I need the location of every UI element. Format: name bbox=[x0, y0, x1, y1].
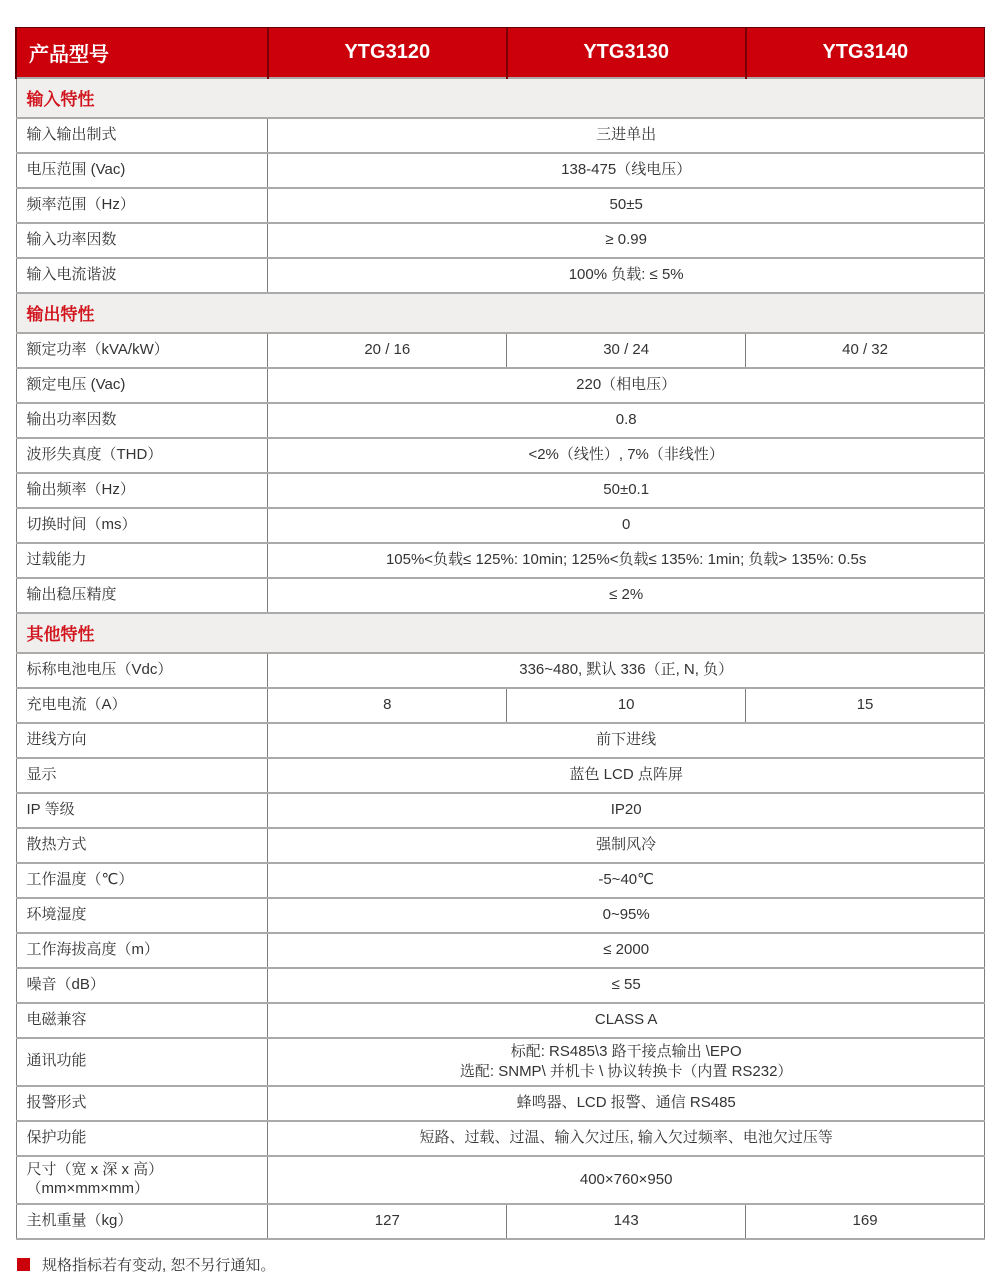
spec-row bbox=[16, 543, 985, 578]
spec-value: 220（相电压） bbox=[268, 368, 985, 403]
spec-value: 20 / 16 bbox=[268, 333, 507, 368]
spec-label: 波形失真度（THD） bbox=[16, 438, 268, 473]
product-spec-table bbox=[15, 27, 985, 1240]
section-header-row bbox=[16, 78, 985, 118]
spec-value: 前下进线 bbox=[268, 723, 985, 758]
spec-row bbox=[16, 473, 985, 508]
header-model-ytg3140: YTG3140 bbox=[746, 28, 985, 78]
section-title: 输出特性 bbox=[16, 293, 985, 333]
spec-value: 105%<负载≤ 125%: 10min; 125%<负载≤ 135%: 1min; 负载> 135%: 0.5s bbox=[268, 543, 985, 578]
spec-row bbox=[16, 688, 985, 723]
spec-row bbox=[16, 723, 985, 758]
spec-row bbox=[16, 333, 985, 368]
spec-value: IP20 bbox=[268, 793, 985, 828]
spec-label: 输入电流谐波 bbox=[16, 258, 268, 293]
spec-value: 三进单出 bbox=[268, 118, 985, 153]
spec-row bbox=[16, 1038, 985, 1087]
spec-value: 40 / 32 bbox=[746, 333, 985, 368]
model-header-row bbox=[16, 28, 985, 78]
spec-label: 输出稳压精度 bbox=[16, 578, 268, 613]
section-header-row bbox=[16, 613, 985, 653]
footer-note-text: 规格指标若有变动, 恕不另行通知。 bbox=[42, 1257, 276, 1274]
spec-label: 额定功率（kVA/kW） bbox=[16, 333, 268, 368]
spec-value: ≤ 2% bbox=[268, 578, 985, 613]
red-square-icon bbox=[17, 1258, 30, 1271]
spec-value: 143 bbox=[507, 1204, 746, 1239]
spec-row bbox=[16, 508, 985, 543]
spec-row bbox=[16, 578, 985, 613]
spec-value: 15 bbox=[746, 688, 985, 723]
spec-value: 30 / 24 bbox=[507, 333, 746, 368]
spec-label: 进线方向 bbox=[16, 723, 268, 758]
spec-value: 0 bbox=[268, 508, 985, 543]
spec-row bbox=[16, 653, 985, 688]
spec-label: 过载能力 bbox=[16, 543, 268, 578]
spec-value: 蓝色 LCD 点阵屏 bbox=[268, 758, 985, 793]
spec-label: 充电电流（A） bbox=[16, 688, 268, 723]
spec-value: <2%（线性）, 7%（非线性） bbox=[268, 438, 985, 473]
section-title: 输入特性 bbox=[16, 78, 985, 118]
spec-label: 噪音（dB） bbox=[16, 968, 268, 1003]
header-model-ytg3120: YTG3120 bbox=[268, 28, 507, 78]
spec-label: 输入功率因数 bbox=[16, 223, 268, 258]
spec-row bbox=[16, 1121, 985, 1156]
spec-value: 强制风冷 bbox=[268, 828, 985, 863]
spec-label: IP 等级 bbox=[16, 793, 268, 828]
spec-label: 标称电池电压（Vdc） bbox=[16, 653, 268, 688]
spec-row bbox=[16, 1156, 985, 1204]
spec-row bbox=[16, 438, 985, 473]
spec-row bbox=[16, 968, 985, 1003]
spec-value: 127 bbox=[268, 1204, 507, 1239]
spec-row bbox=[16, 758, 985, 793]
spec-label: 切换时间（ms） bbox=[16, 508, 268, 543]
spec-label: 电压范围 (Vac) bbox=[16, 153, 268, 188]
footer-note bbox=[15, 1254, 985, 1275]
spec-value: 138-475（线电压） bbox=[268, 153, 985, 188]
spec-value: 10 bbox=[507, 688, 746, 723]
spec-label: 频率范围（Hz） bbox=[16, 188, 268, 223]
spec-value: 169 bbox=[746, 1204, 985, 1239]
spec-row bbox=[16, 1003, 985, 1038]
spec-label: 电磁兼容 bbox=[16, 1003, 268, 1038]
spec-label: 输出功率因数 bbox=[16, 403, 268, 438]
spec-value: 50±5 bbox=[268, 188, 985, 223]
spec-label: 保护功能 bbox=[16, 1121, 268, 1156]
spec-value: 短路、过载、过温、输入欠过压, 输入欠过频率、电池欠过压等 bbox=[268, 1121, 985, 1156]
spec-row bbox=[16, 898, 985, 933]
spec-row bbox=[16, 223, 985, 258]
spec-row bbox=[16, 863, 985, 898]
spec-row bbox=[16, 1204, 985, 1239]
spec-label: 显示 bbox=[16, 758, 268, 793]
section-title: 其他特性 bbox=[16, 613, 985, 653]
spec-value: 0~95% bbox=[268, 898, 985, 933]
spec-value: 336~480, 默认 336（正, N, 负） bbox=[268, 653, 985, 688]
spec-label: 主机重量（kg） bbox=[16, 1204, 268, 1239]
spec-row bbox=[16, 828, 985, 863]
spec-value: ≤ 2000 bbox=[268, 933, 985, 968]
spec-value: 100% 负载: ≤ 5% bbox=[268, 258, 985, 293]
spec-value: 400×760×950 bbox=[268, 1156, 985, 1204]
spec-label: 散热方式 bbox=[16, 828, 268, 863]
spec-row bbox=[16, 118, 985, 153]
header-model-ytg3130: YTG3130 bbox=[507, 28, 746, 78]
spec-value: ≥ 0.99 bbox=[268, 223, 985, 258]
spec-label: 尺寸（宽 x 深 x 高） （mm×mm×mm） bbox=[16, 1156, 268, 1204]
spec-label: 通讯功能 bbox=[16, 1038, 268, 1087]
spec-row bbox=[16, 368, 985, 403]
spec-row bbox=[16, 933, 985, 968]
spec-label: 输入输出制式 bbox=[16, 118, 268, 153]
spec-table-body bbox=[16, 78, 985, 1240]
spec-label: 输出频率（Hz） bbox=[16, 473, 268, 508]
spec-value: -5~40℃ bbox=[268, 863, 985, 898]
spec-row bbox=[16, 1086, 985, 1121]
spec-label: 工作海拔高度（m） bbox=[16, 933, 268, 968]
spec-label: 报警形式 bbox=[16, 1086, 268, 1121]
spec-value: 标配: RS485\3 路干接点输出 \EPO 选配: SNMP\ 并机卡 \ 协议转换卡（内置 RS232） bbox=[268, 1038, 985, 1087]
spec-row bbox=[16, 188, 985, 223]
spec-value: 50±0.1 bbox=[268, 473, 985, 508]
spec-label: 额定电压 (Vac) bbox=[16, 368, 268, 403]
spec-value: 蜂鸣器、LCD 报警、通信 RS485 bbox=[268, 1086, 985, 1121]
spec-label: 环境湿度 bbox=[16, 898, 268, 933]
spec-row bbox=[16, 258, 985, 293]
header-product-model-label: 产品型号 bbox=[16, 28, 268, 78]
spec-label: 工作温度（℃） bbox=[16, 863, 268, 898]
spec-value: CLASS A bbox=[268, 1003, 985, 1038]
spec-value: 8 bbox=[268, 688, 507, 723]
spec-value: 0.8 bbox=[268, 403, 985, 438]
spec-value: ≤ 55 bbox=[268, 968, 985, 1003]
spec-row bbox=[16, 793, 985, 828]
spec-row bbox=[16, 153, 985, 188]
section-header-row bbox=[16, 293, 985, 333]
spec-row bbox=[16, 403, 985, 438]
